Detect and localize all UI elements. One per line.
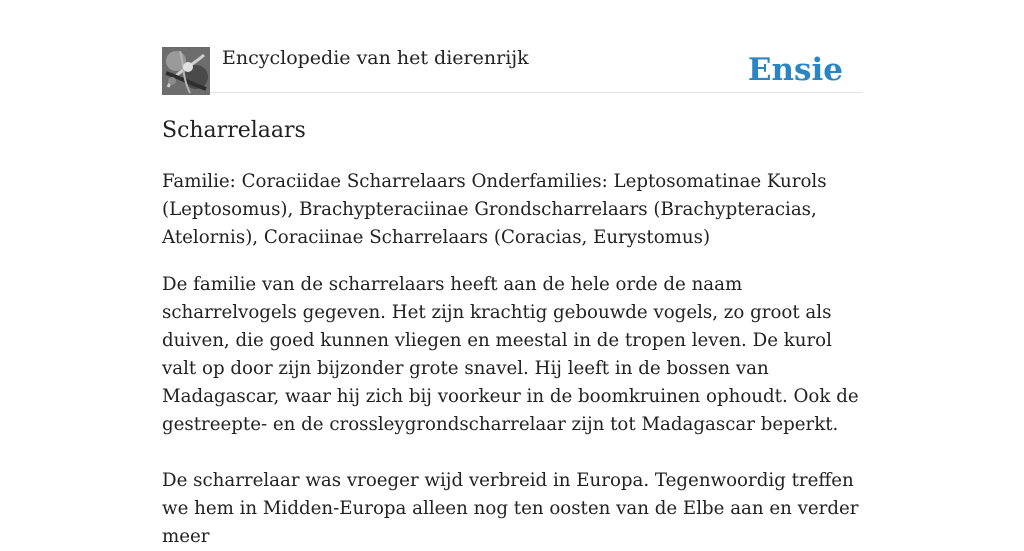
article-body — [162, 168, 862, 551]
brand-logo[interactable]: Ensie — [747, 52, 843, 88]
article-paragraph-2: De scharrelaar was vroeger wijd verbreid in Europa. Tegenwoordig treffen we hem in Midden-Europa alleen nog ten oosten van de Elbe aan en verder meer — [162, 470, 859, 547]
site-header — [162, 0, 862, 93]
site-title[interactable]: Encyclopedie van het dierenrijk — [222, 47, 529, 69]
page — [162, 0, 862, 547]
animal-photo-icon[interactable] — [162, 47, 210, 95]
article-paragraph-1: De familie van de scharrelaars heeft aan de hele orde de naam scharrelvogels gegeven. Het zijn krachtig gebouwde vogels, zo groot als duiven, die goed kunnen vliegen en meestal in de tropen leven. De kurol valt op door zijn bijzonder grote snavel. Hij leeft in de bossen van Madagascar, waar hij zich bij voorkeur in de boomkruinen ophoudt. Ook de gestreepte- en de crossleygrondscharrelaar zijn tot Madagascar beperkt. — [162, 274, 859, 435]
article-title: Scharrelaars — [162, 118, 306, 143]
article-classification: Familie: Coraciidae Scharrelaars Onderfamilies: Leptosomatinae Kurols (Leptosomus), Brachypteraciinae Grondscharrelaars (Brachypteracias, Atelornis), Coraciinae Scharrelaars (Coracias, Eurystomus) — [162, 171, 827, 248]
